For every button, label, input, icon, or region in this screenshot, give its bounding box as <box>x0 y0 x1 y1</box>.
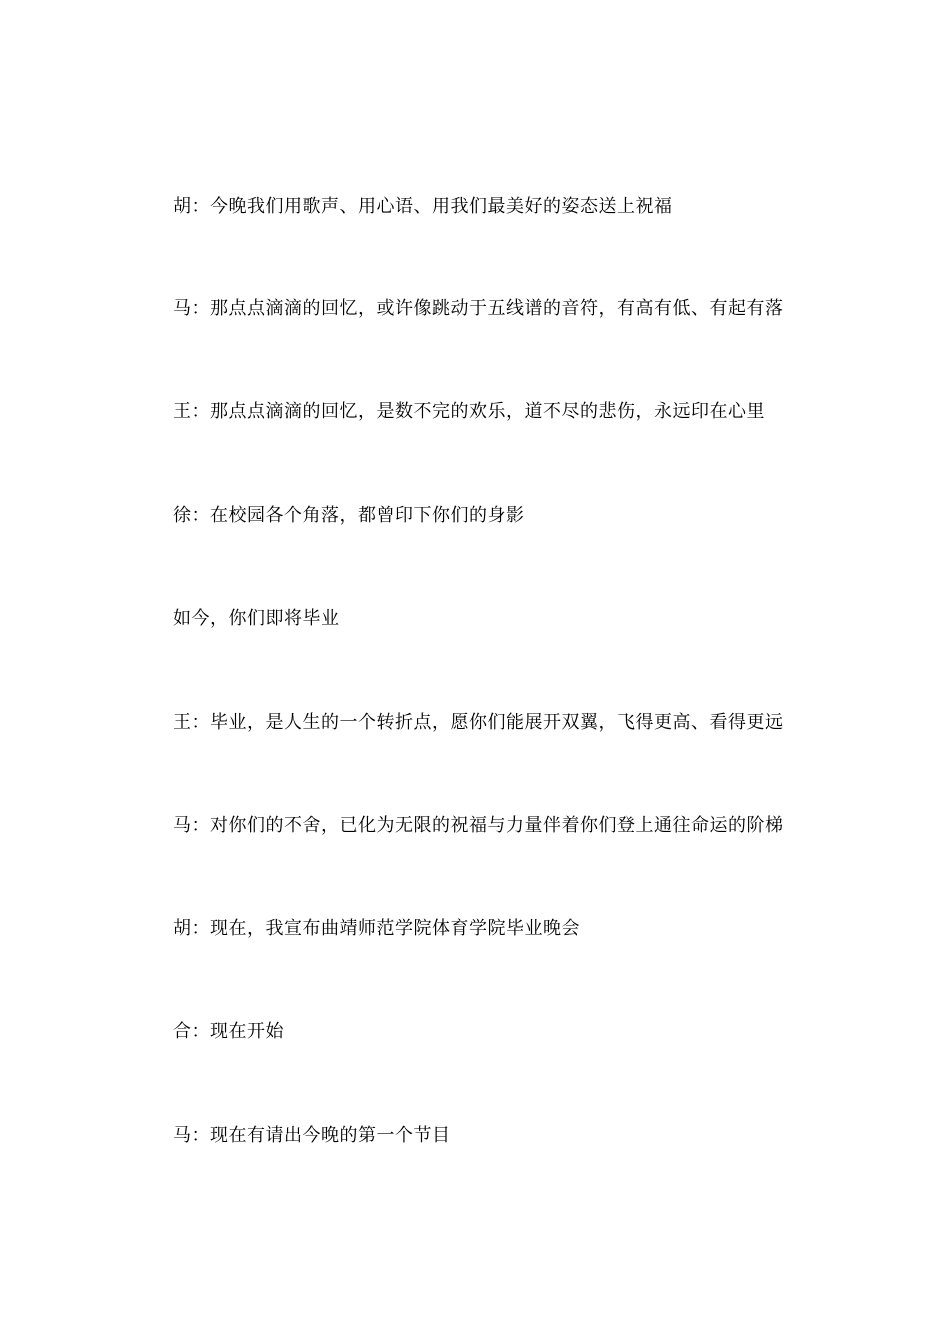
script-line-hu-1: 胡：今晚我们用歌声、用心语、用我们最美好的姿态送上祝福 <box>173 196 673 217</box>
script-line-hu-2: 胡：现在，我宣布曲靖师范学院体育学院毕业晚会 <box>173 918 580 939</box>
script-line-ma-3: 马：现在有请出今晚的第一个节目 <box>173 1125 451 1146</box>
script-line-xu-1: 徐：在校园各个角落，都曾印下你们的身影 <box>173 505 525 526</box>
script-line-wang-1: 王：那点点滴滴的回忆，是数不完的欢乐，道不尽的悲伤，永远印在心里 <box>173 401 765 422</box>
script-line-ma-1: 马：那点点滴滴的回忆，或许像跳动于五线谱的音符，有高有低、有起有落 <box>173 298 784 319</box>
script-line-wang-2: 王：毕业，是人生的一个转折点，愿你们能展开双翼，飞得更高、看得更远 <box>173 712 784 733</box>
script-line-continuation: 如今，你们即将毕业 <box>173 608 340 629</box>
script-line-together: 合：现在开始 <box>173 1021 284 1042</box>
script-line-ma-2: 马：对你们的不舍，已化为无限的祝福与力量伴着你们登上通往命运的阶梯 <box>173 815 784 836</box>
